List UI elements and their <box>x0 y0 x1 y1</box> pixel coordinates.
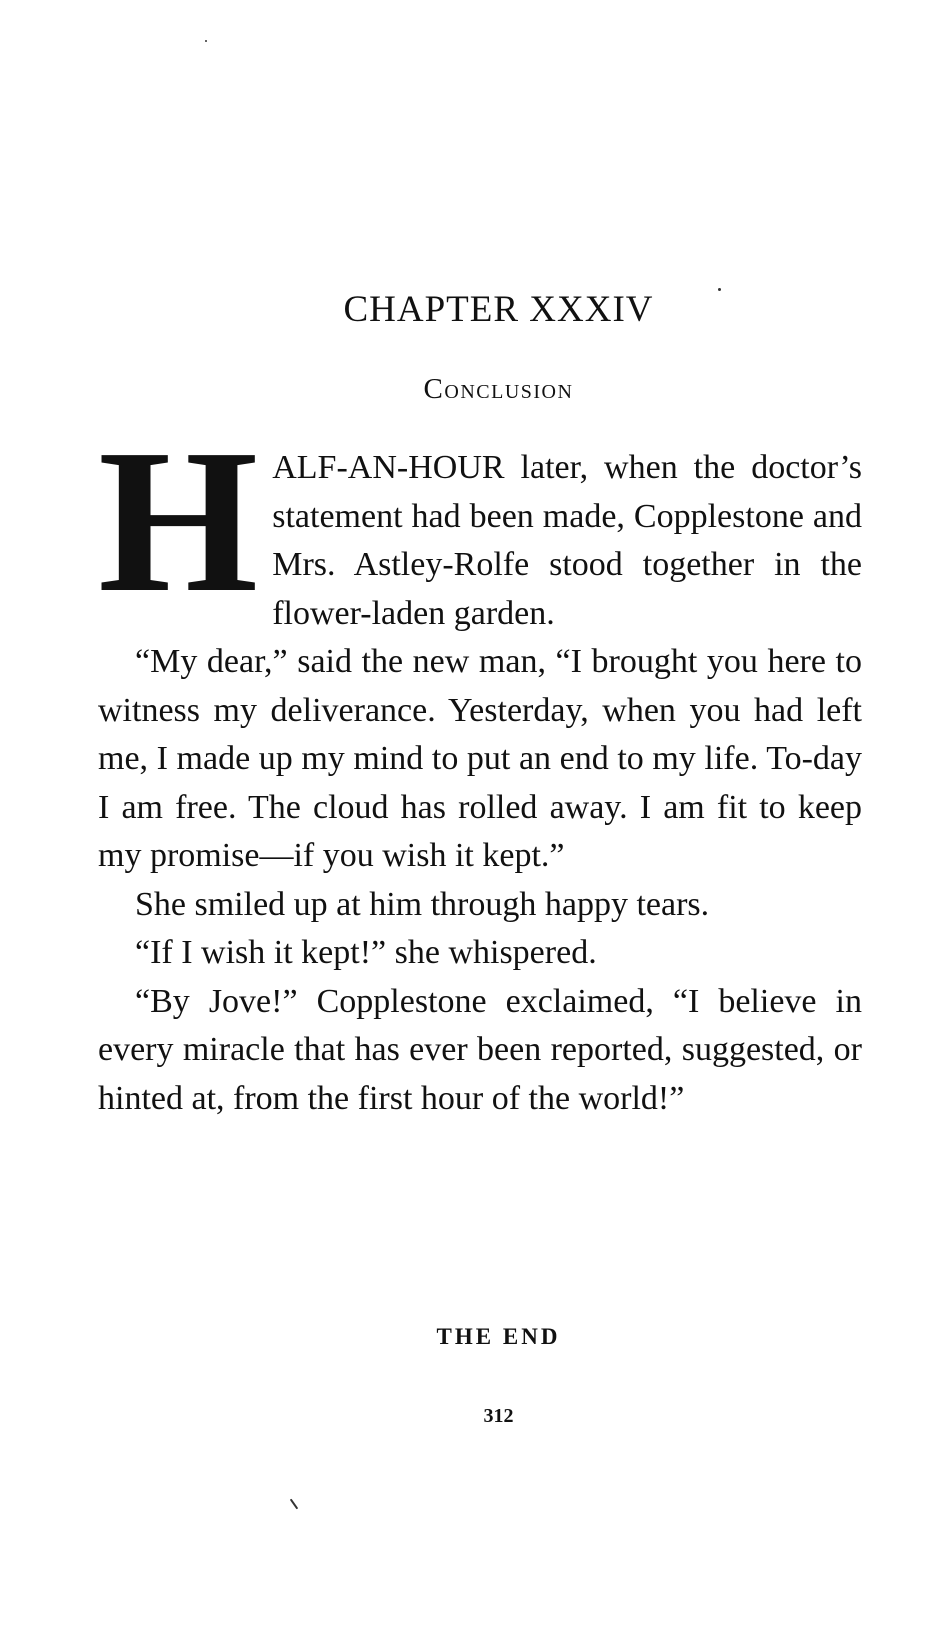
paragraph: “My dear,” said the new man, “I brought you here to witness my deliverance. Yesterday, when you had left me, I made up my mind to put an end to my life. To-day I am free. The cloud has rolled away. I am fit to keep my promise—if you wish it kept.” <box>98 643 862 874</box>
chapter-title: CHAPTER XXXIV <box>343 289 654 330</box>
the-end-label: THE END <box>436 1324 561 1349</box>
chapter-subtitle: Conclusion <box>423 373 574 405</box>
paragraph: “By Jove!” Copplestone exclaimed, “I believe in every miracle that has ever been reported, suggested, or hinted at, from the first hour of the world!” <box>98 982 862 1117</box>
paragraph: She smiled up at him through happy tears. <box>135 885 710 923</box>
chapter-body <box>98 406 862 1123</box>
scan-speck <box>290 1499 299 1510</box>
paragraph-opening <box>98 406 862 638</box>
paragraph: “If I wish it kept!” she whispered. <box>135 934 597 971</box>
opening-text: ALF-AN-HOUR later, when the doctor’s statement had been made, Copplestone and Mrs. Astley-Rolfe stood together in the flower-laden garden. <box>272 449 862 632</box>
drop-cap: H <box>98 406 257 635</box>
page-number: 312 <box>483 1405 514 1427</box>
scan-speck <box>205 40 207 42</box>
scan-speck <box>718 288 721 291</box>
